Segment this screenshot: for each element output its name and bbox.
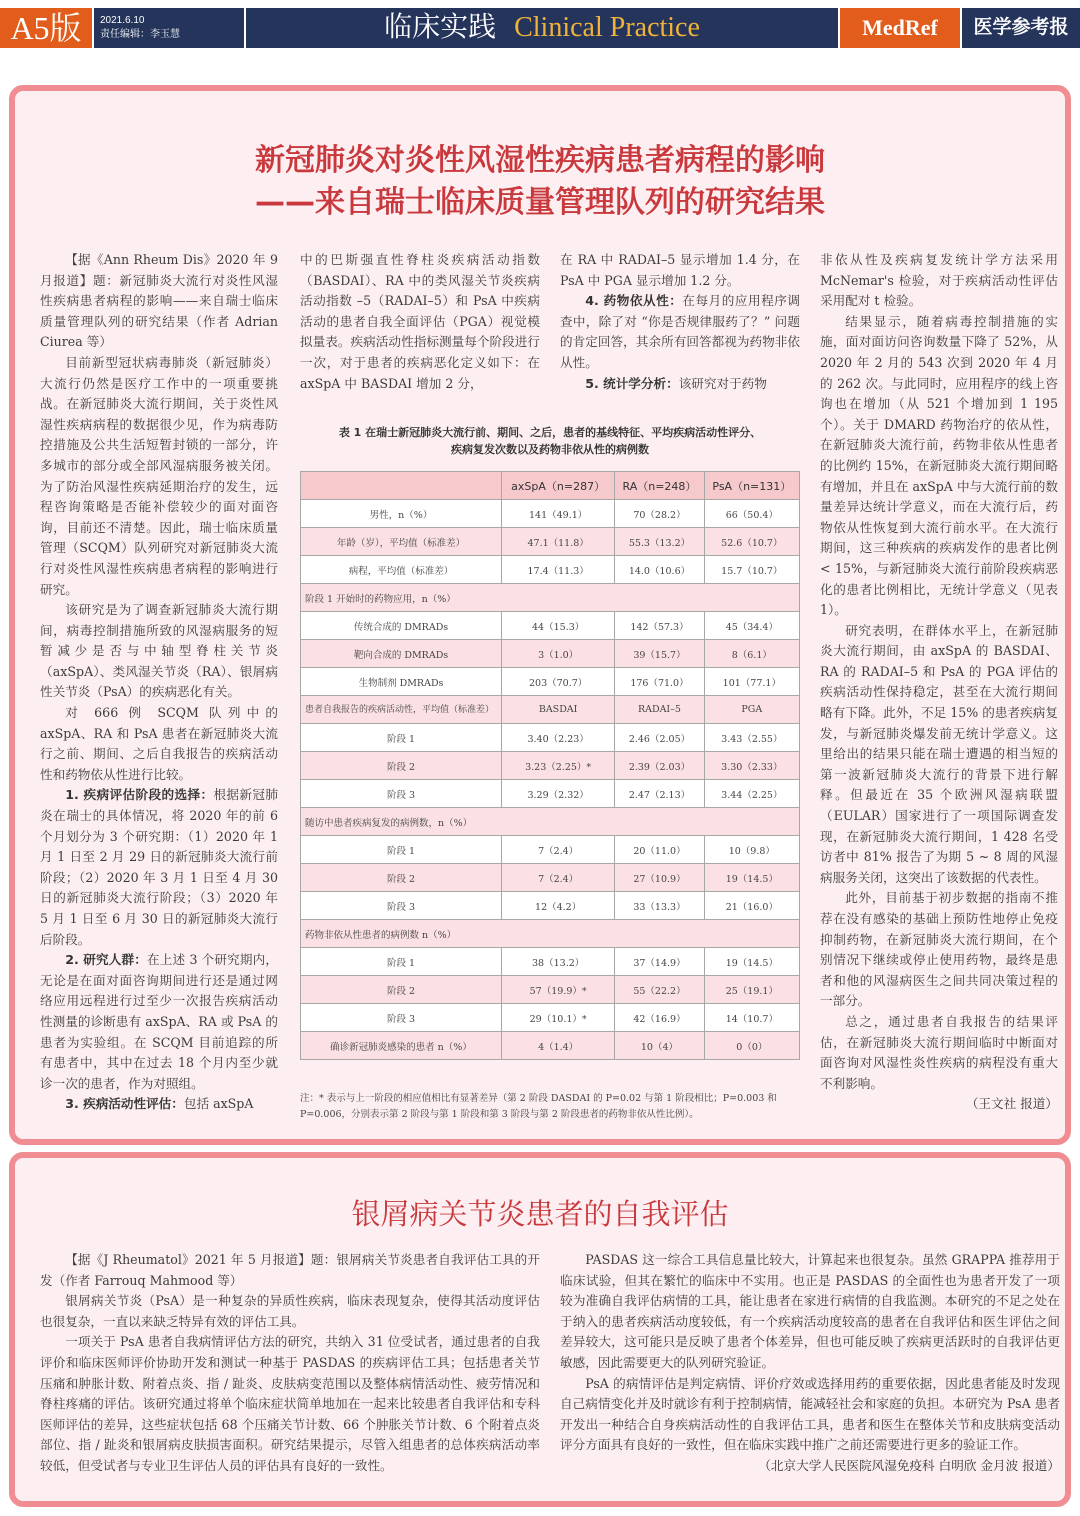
table-row [301,668,800,696]
paragraph [40,950,278,1094]
issue-editor: 责任编辑：李玉慧 [100,29,180,40]
table-header-row [301,472,800,500]
byline: （王文社 报道） [965,1096,1058,1112]
table-cell: 142（57.3） [615,612,704,640]
table-cell: 3.29（2.32） [502,780,615,808]
table-cell: 37（14.9） [615,948,704,976]
table-cell: RADAI–5 [615,696,704,724]
section-title-cn: 临床实践 [384,12,497,43]
table-row-label: 病程，平均值（标准差） [301,556,502,584]
table-cell: 55（22.2） [615,976,704,1004]
table-row [301,584,800,612]
paragraph: 对 666 例 SCQM 队列中的 axSpA、RA 和 PsA 患者在新冠肺炎大流行之前、期间、之后自我报告的疾病活动性和药物依从性进行比较。 [40,705,278,782]
article1-source: 【据《Ann Rheum Dis》2020 年 9 月报道】题：新冠肺炎大流行对炎性风湿性疾病患者病程的影响——来自瑞士临床质量管理队列的研究结果（作者 Adrian Ciurea 等） [40,252,278,350]
paragraph: PASDAS 这一综合工具信息量比较大，计算起来也很复杂。虽然 GRAPPA 推荐用于临床试验，但其在繁忙的临床中不实用。也正是 PASDAS 的全面性也为患者开发了一项较为准确自我评估病情的工具，能让患者在家进行病情的自我监测。本研究的不足之处在于纳入的患者疾病活动度较低，有一个疾病活动度较高的患者在自我评估和医生评估之间差异较大，这可能只是反映了患者个体差异，但也可能反映了疾病更活跃时的自我评估更敏感，因此需要更大的队列研究验证。 [560,1252,1060,1370]
table-row [301,780,800,808]
table-cell: 14（10.7） [704,1004,799,1032]
table-cell: 7（2.4） [502,864,615,892]
table-row-label: 靶向合成的 DMRADs [301,640,502,668]
table-cell: 14.0（10.6） [615,556,704,584]
paragraph: 中的巴斯强直性脊柱炎疾病活动指数（BASDAI）、RA 中的类风湿关节炎疾病活动指数 –5（RADAI–5）和 PsA 中疾病活动的患者自我全面评估（PGA）视觉模拟量表。疾病活动性指标测量每个阶段进行一次，对于患者的疾病恶化定义如下：在 axSpA 中 BASDAI 增加 2 分， [300,252,540,391]
table-cell: 3（1.0） [502,640,615,668]
table-cell: 2.47（2.13） [615,780,704,808]
table-cell: 7（2.4） [502,836,615,864]
article2-col2 [560,1250,1060,1477]
subheading: 5. 统计学分析： [585,375,679,391]
issue-meta [94,8,244,48]
table-cell: 44（15.3） [502,612,615,640]
table-cell: 203（70.7） [502,668,615,696]
paragraph: 目前新型冠状病毒肺炎（新冠肺炎）大流行仍然是医疗工作中的一项重要挑战。在新冠肺炎大流行期间，关于炎性风湿性疾病病程的数据很少见，作为病毒防控措施及公共生活短暂封锁的一部分，许多城市的部分或全部风湿病服务被关闭。为了防治风湿性疾病延期治疗的发生，远程咨询策略是否能补偿较少的面对面咨询，目前还不清楚。因此，瑞士临床质量管理（SCQM）队列研究对新冠肺炎大流行对炎性风湿性疾病患者病程的影响进行研究。 [40,354,278,597]
table-row [301,556,800,584]
table-row [301,948,800,976]
article2-title: 银屑病关节炎患者的自我评估 [351,1197,729,1231]
table-row [301,1004,800,1032]
table-cell: 21（16.0） [704,892,799,920]
table-row [301,696,800,724]
table-cell: 17.4（11.3） [502,556,615,584]
paragraph-text: 该研究对于药物 [678,375,767,391]
table-cell: 3.43（2.55） [704,724,799,752]
table-row [301,640,800,668]
brand-cn: 医学参考报 [962,8,1080,48]
table-row [301,752,800,780]
table-cell: 12（4.2） [502,892,615,920]
table-cell: 27（10.9） [615,864,704,892]
table-cell: 20（11.0） [615,836,704,864]
table-row [301,612,800,640]
table-cell: 39（15.7） [615,640,704,668]
table-row [301,976,800,1004]
paragraph-text: 在每月的应用程序调查中，除了对 “你是否规律服药了？” 问题的肯定回答，其余所有回答都视为药物非依从性。 [560,293,800,370]
table-row-label: 患者自我报告的疾病活动性，平均值（标准差） [301,696,502,724]
table-cell: 8（6.1） [704,640,799,668]
table-cell: 3.44（2.25） [704,780,799,808]
paragraph [40,785,278,950]
table-row-label: 男性，n（%） [301,500,502,528]
table-cell: 38（13.2） [502,948,615,976]
article-psa-self-assessment [9,1152,1071,1507]
table-row [301,528,800,556]
paragraph: 非依从性及疾病复发统计学方法采用 McNemar's 检验，对于疾病活动性评估采用配对 t 检验。 [820,252,1058,309]
table-row-label: 生物制剂 DMRADs [301,668,502,696]
article1-title-line1: 新冠肺炎对炎性风湿性疾病患者病程的影响 [255,143,825,178]
table-row-label: 阶段 3 [301,780,502,808]
table-row [301,1032,800,1060]
table-row-label: 传统合成的 DMRADs [301,612,502,640]
table-cell: 10（4） [615,1032,704,1060]
table-cell: 176（71.0） [615,668,704,696]
paragraph-text: 包括 axSpA [183,1096,254,1112]
paragraph: 研究表明，在群体水平上，在新冠肺炎大流行期间，由 axSpA 的 BASDAI、RA 的 RADAI–5 和 PsA 的 PGA 评估的疾病活动性保持稳定，甚至在大流行期间略有下降。此外，不足 15% 的患者疾病复发，与新冠肺炎爆发前无统计学意义。这里给出的结果只能在瑞士遭遇的相当短的第一波新冠肺炎大流行的背景下进行解释。但最近在 35 个欧洲风湿病联盟（EULAR）国家进行了一项国际调查发现，在新冠肺炎大流行期间，1 428 名受访者中 81% 报告了为期 5 ~ 8 周的风湿病服务关闭，这突出了该数据的代表性。 [820,622,1058,885]
table-cell: 3.40（2.23） [502,724,615,752]
subheading: 1. 疾病评估阶段的选择： [65,787,214,803]
paragraph: 在 RA 中 RADAI–5 显示增加 1.4 分，在 PsA 中 PGA 显示增加 1.2 分。 [560,252,800,288]
table-cell: 3.30（2.33） [704,752,799,780]
table-cell: 25（19.1） [704,976,799,1004]
table-title-line1: 表 1 在瑞士新冠肺炎大流行前、期间、之后，患者的基线特征、平均疾病活动性评分、 [338,426,762,439]
table-title [300,424,800,458]
table-cell: 29（10.1）* [502,1004,615,1032]
issue-date: 2021.6.10 [100,15,145,26]
table-note: 注：* 表示与上一阶段的相应值相比有显著差异（第 2 阶段 DASDAI 的 P=0.02 与第 1 阶段相比；P=0.003 和 P=0.006，分别表示第 2 阶段与第 1 阶段和第 3 阶段与第 2 阶段患者的药物非依从性比例）。 [300,1093,777,1120]
table-header-cell: RA（n=248） [615,472,704,500]
table-row-label: 阶段 1 [301,948,502,976]
paragraph: PsA 的病情评估是判定病情、评价疗效或选择用药的重要依据，因此患者能及时发现自己病情变化并及时就诊有利于控制病情，能减轻社会和家庭的负担。本研究为 PsA 患者开发出一种结合自身疾病活动性的自我评估工具，患者和医生在整体关节和皮肤病变活动评分方面具有良好的一致性，但在临床实践中推广之前还需要进行更多的验证工作。 [560,1375,1060,1453]
subheading: 3. 疾病活动性评估： [65,1096,184,1112]
article2-col1 [40,1250,540,1477]
table-cell: 4（1.4） [502,1032,615,1060]
article1-col4 [820,250,1058,1115]
subheading: 4. 药物依从性： [585,293,683,309]
table-cell: 45（34.4） [704,612,799,640]
table-cell: 55.3（13.2） [615,528,704,556]
table-section-label: 药物非依从性患者的病例数 n（%） [301,920,800,948]
table-row [301,724,800,752]
table-header-cell: axSpA（n=287） [502,472,615,500]
table-cell: 19（14.5） [704,864,799,892]
subheading: 2. 研究人群： [65,952,148,968]
table-row [301,864,800,892]
table-cell: 15.7（10.7） [704,556,799,584]
page-label: A5版 [0,8,92,48]
table-row-label: 阶段 3 [301,892,502,920]
section-title [246,8,838,48]
paragraph-text: 根据新冠肺炎在瑞士的具体情况，将 2020 年的前 6 个月划分为 3 个研究期：（1）2020 年 1 月 1 日至 2 月 29 日的新冠肺炎大流行前阶段；（2）2020 年 3 月 1 日至 4 月 30 日的新冠肺炎大流行阶段；（3）2020 年 5 月 1 日至 6 月 30 日的新冠肺炎大流行后阶段。 [40,787,278,947]
paragraph: 该研究是为了调查新冠肺炎大流行期间，病毒控制措施所致的风湿病服务的短暂减少是否与中轴型脊柱关节炎（axSpA）、类风湿关节炎（RA）、银屑病性关节炎（PsA）的疾病恶化有关。 [40,602,278,700]
table-row-label: 阶段 2 [301,864,502,892]
table-row-label: 阶段 1 [301,836,502,864]
table-row [301,500,800,528]
section-title-en: Clinical Practice [514,12,700,43]
paragraph: 结果显示，随着病毒控制措施的实施，面对面访问咨询数量下降了 52%，从 2020 年 2 月的 543 次到 2020 年 4 月的 262 次。与此同时，应用程序的线上咨询也在增加（从 521 个增加到 1 195 个）。关于 DMARD 药物治疗的依从性，在新冠肺炎大流行前，药物非依从性患者的比例约 15%，在新冠肺炎大流行期间略有增加，并且在 axSpA 中与大流行前的数量差异达统计学意义，而在大流行后，药物依从性恢复到大流行前水平。在大流行期间，这三种疾病的疾病发作的患者比例 < 15%，与新冠肺炎大流行前阶段疾病恶化的患者比例相比，无统计学意义（见表 1）。 [820,313,1058,618]
table-cell: PGA [704,696,799,724]
table-row-label: 阶段 1 [301,724,502,752]
table-cell: 52.6（10.7） [704,528,799,556]
table-cell: 10（9.8） [704,836,799,864]
table-title-line2: 疾病复发次数以及药物非依从性的病例数 [451,443,649,456]
paragraph: 总之，通过患者自我报告的结果评估，在新冠肺炎大流行期间临时中断面对面咨询对风湿性炎性疾病的病程没有重大不利影响。 [820,1013,1058,1091]
table-cell: 33（13.3） [615,892,704,920]
table-row [301,836,800,864]
table-cell: 101（77.1） [704,668,799,696]
table-cell: 0（0） [704,1032,799,1060]
table-row [301,892,800,920]
table-row-label: 年龄（岁），平均值（标准差） [301,528,502,556]
article1-title-line2: ——来自瑞士临床质量管理队列的研究结果 [255,185,825,220]
table-cell: BASDAI [502,696,615,724]
table-corner-cell [301,472,502,500]
article-covid-rheumatic [9,85,1071,1145]
table-row-label: 阶段 2 [301,976,502,1004]
paragraph [560,374,800,395]
table-cell: 70（28.2） [615,500,704,528]
article1-col2 [300,250,540,394]
article1-col3 [560,250,800,394]
table-header-cell: PsA（n=131） [704,472,799,500]
paragraph [40,1094,278,1115]
table-row [301,808,800,836]
table-cell: 141（49.1） [502,500,615,528]
paragraph: 此外，目前基于初步数据的指南不推荐在没有感染的基础上预防性地停止免疫抑制药物，在新冠肺炎大流行期间，在个别情况下继续或停止使用药物，最终是患者和他的风湿病医生之间共同决策过程的一部分。 [820,890,1058,1009]
table-cell: 47.1（11.8） [502,528,615,556]
table-row-label: 确诊新冠肺炎感染的患者 n（%） [301,1032,502,1060]
paragraph [560,291,800,373]
table-cell: 2.46（2.05） [615,724,704,752]
table-row-label: 阶段 2 [301,752,502,780]
table-section-label: 随访中患者疾病复发的病例数，n（%） [301,808,800,836]
table-row [301,920,800,948]
article1-col1 [40,250,278,1115]
table-cell: 57（19.9）* [502,976,615,1004]
article2-source: 【据《J Rheumatol》2021 年 5 月报道】题：银屑病关节炎患者自我评估工具的开发（作者 Farrouq Mahmood 等） [40,1252,540,1288]
table-cell: 66（50.4） [704,500,799,528]
paragraph-text: 在上述 3 个研究期内，无论是在面对面咨询期间进行还是通过网络应用远程进行过至少一次报告疾病活动性测量的诊断患有 axSpA、RA 或 PsA 的患者为实验组。在 SCQM 目前追踪的所有患者中，其中在过去 18 个月内至少就诊一次的患者，作为对照组。 [40,952,278,1091]
table-cell: 2.39（2.03） [615,752,704,780]
table-row-label: 阶段 3 [301,1004,502,1032]
table-cell: 42（16.9） [615,1004,704,1032]
byline: （北京大学人民医院风湿免疫科 白明欣 金月波 报道） [758,1457,1060,1473]
data-table [300,471,800,1060]
paragraph: 银屑病关节炎（PsA）是一种复杂的异质性疾病，临床表现复杂，使得其活动度评估也很复杂，一直以来缺乏特异有效的评估工具。 [40,1293,540,1329]
table-cell: 3.23（2.25）* [502,752,615,780]
table-section-label: 阶段 1 开始时的药物应用，n（%） [301,584,800,612]
paragraph: 一项关于 PsA 患者自我病情评估方法的研究，共纳入 31 位受试者，通过患者的自我评价和临床医师评价协助开发和测试一种基于 PASDAS 的疾病评估工具；包括患者关节压痛和肿胀计数、附着点炎、指 / 趾炎、皮肤病变范围以及整体病情活动性、疲劳情况和脊柱疼痛的评估。该研究通过将单个临床症状简单地加在一起来比较患者自我评估和专科医师评估的差异，这些症状包括 68 个压痛关节计数、66 个肿胀关节计数、6 个附着点炎部位、指 / 趾炎和银屑病皮肤损害面积。研究结果提示，尽管入组患者的总体疾病活动率较低，但受试者与专业卫生评估人员的评估具有良好的一致性。 [40,1334,540,1473]
table-cell: 19（14.5） [704,948,799,976]
masthead [0,0,1080,56]
brand-logo: MedRef [840,8,960,48]
